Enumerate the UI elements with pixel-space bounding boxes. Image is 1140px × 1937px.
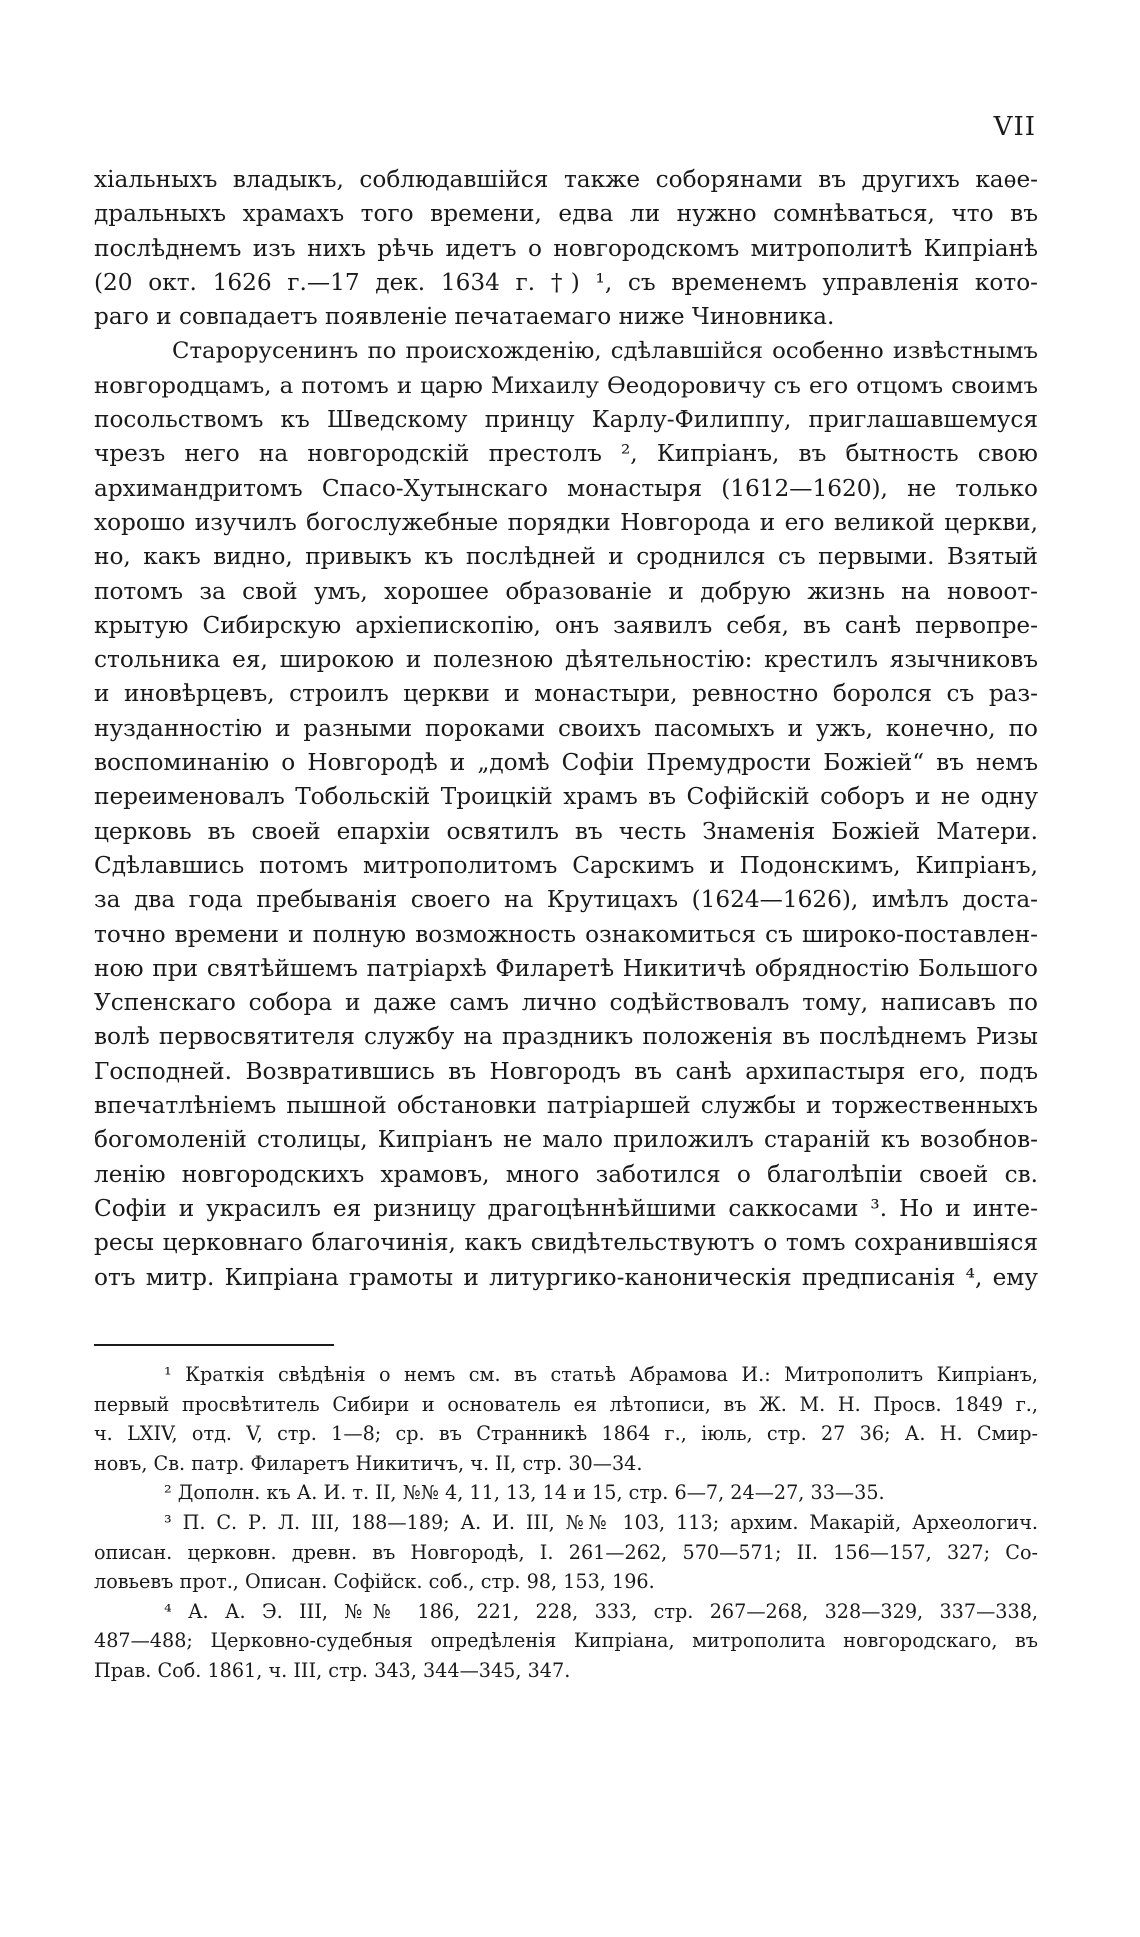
- text-line: крытую Сибирскую архіепископію, онъ заявилъ себя, въ санѣ первопре-: [94, 611, 1038, 639]
- footnote-line: описан. церковн. древн. въ Новгородѣ, I. 261—262, 570—571; II. 156—157, 327; Со-: [94, 1540, 1038, 1564]
- text-line: новгородцамъ, а потомъ и царю Михаилу Ѳеодоровичу съ его отцомъ своимъ: [94, 372, 1038, 399]
- text-line: воспоминанію о Новгородѣ и „домѣ Софіи Премудрости Божіей“ въ немъ: [94, 749, 1038, 777]
- text-line: точно времени и полную возможность ознакомиться съ широко-поставлен-: [94, 920, 1038, 948]
- text-line: посольствомъ къ Шведскому принцу Карлу-Филиппу, приглашавшемуся: [94, 406, 1038, 434]
- text-line: за два года пребыванія своего на Крутицахъ (1624—1626), имѣлъ доста-: [94, 886, 1038, 914]
- main-text: [94, 163, 1038, 1295]
- footnote-line: ³ П. С. Р. Л. III, 188—189; А. И. III, №№ 103, 113; архим. Макарій, Археологич.: [164, 1510, 1038, 1534]
- text-line: Господней. Возвратившись въ Новгородъ въ санѣ архипастыря его, подъ: [94, 1057, 1038, 1085]
- text-line: стольника ея, широкою и полезною дѣятельностію: крестилъ язычниковъ: [94, 646, 1038, 674]
- footnote-line: ч. LXIV, отд. V, стр. 1—8; ср. въ Странникѣ 1864 г., іюль, стр. 27 36; А. Н. Смир-: [94, 1422, 1038, 1446]
- text-line: волѣ первосвятителя службу на праздникъ положенія въ послѣднемъ Ризы: [94, 1023, 1038, 1051]
- footnote-line: ⁴ А. А. Э. III, №№ 186, 221, 228, 333, стр. 267—268, 328—329, 337—338,: [164, 1599, 1038, 1623]
- text-line: Старорусенинъ по происхожденію, сдѣлавшійся особенно извѣстнымъ: [172, 338, 1038, 365]
- text-line: ресы церковнаго благочинія, какъ свидѣтельствуютъ о томъ сохранившіяся: [94, 1229, 1038, 1257]
- footnote-line: 487—488; Церковно-судебныя опредѣленія Кипріана, митрополита новгородскаго, въ: [94, 1629, 1038, 1653]
- text-line: раго и совпадаетъ появленіе печатаемаго ниже Чиновника.: [94, 303, 835, 331]
- footnote-separator: [94, 1344, 334, 1346]
- text-line: Успенскаго собора и даже самъ лично содѣйствовалъ тому, написавъ по: [94, 989, 1038, 1017]
- footnote-line: ловьевъ прот., Описан. Софійск. соб., стр. 98, 153, 196.: [94, 1570, 655, 1594]
- text-line: церковь въ своей епархіи освятилъ въ честь Знаменія Божіей Матери.: [94, 817, 1038, 845]
- footnote-line: ¹ Краткія свѣдѣнія о немъ см. въ статьѣ Абрамова И.: Митрополитъ Кипріанъ,: [164, 1363, 1038, 1386]
- text-line: хіальныхъ владыкъ, соблюдавшійся также соборянами въ другихъ каѳе-: [94, 166, 1038, 193]
- text-line: переименовалъ Тобольскій Троицкій храмъ въ Софійскій соборъ и не одну: [94, 783, 1038, 811]
- text-line: богомоленій столицы, Кипріанъ не мало приложилъ стараній къ возобнов-: [94, 1126, 1038, 1154]
- text-line: (20 окт. 1626 г.—17 дек. 1634 г. †) ¹, съ временемъ управленія кото-: [94, 268, 1038, 296]
- text-line: послѣднемъ изъ нихъ рѣчь идетъ о новгородскомъ митрополитѣ Кипріанѣ: [94, 234, 1038, 262]
- text-line: Софіи и украсилъ ея ризницу драгоцѣннѣйшими саккосами ³. Но и инте-: [94, 1194, 1038, 1222]
- text-line: ною при святѣйшемъ патріархѣ Филаретѣ Никитичѣ обрядностію Большого: [94, 954, 1038, 982]
- page-number: VII: [993, 112, 1036, 142]
- text-line: дральныхъ храмахъ того времени, едва ли нужно сомнѣваться, что въ: [94, 200, 1038, 228]
- text-line: архимандритомъ Спасо-Хутынскаго монастыря (1612—1620), не только: [94, 474, 1038, 502]
- text-line: но, какъ видно, привыкъ къ послѣдней и сроднился съ первыми. Взятый: [94, 543, 1038, 571]
- text-line: нузданностію и разными пороками своихъ пасомыхъ и ужъ, конечно, по: [94, 714, 1038, 742]
- text-line: отъ митр. Кипріана грамоты и литургико-каноническія предписанія ⁴, ему: [94, 1263, 1038, 1291]
- footnote-line: новъ, Св. патр. Филаретъ Никитичъ, ч. II, стр. 30—34.: [94, 1451, 643, 1475]
- text-line: ленію новгородскихъ храмовъ, много заботился о благолѣпіи своей св.: [94, 1160, 1038, 1188]
- text-line: впечатлѣніемъ пышной обстановки патріаршей службы и торжественныхъ: [94, 1092, 1038, 1120]
- footnote-line: первый просвѣтитель Сибири и основатель ея лѣтописи, въ Ж. М. Н. Просв. 1849 г.,: [94, 1392, 1038, 1416]
- footnote-line: Прав. Соб. 1861, ч. III, стр. 343, 344—345, 347.: [94, 1658, 571, 1682]
- footnote-line: ² Дополн. къ А. И. т. II, №№ 4, 11, 13, 14 и 15, стр. 6—7, 24—27, 33—35.: [164, 1481, 885, 1505]
- text-line: потомъ за свой умъ, хорошее образованіе и добрую жизнь на новоот-: [94, 577, 1038, 605]
- text-line: чрезъ него на новгородскій престолъ ², Кипріанъ, въ бытность свою: [94, 440, 1038, 468]
- footnotes: [94, 1360, 1038, 1686]
- text-line: и иновѣрцевъ, строилъ церкви и монастыри, ревностно боролся съ раз-: [94, 680, 1038, 708]
- text-line: хорошо изучилъ богослужебные порядки Новгорода и его великой церкви,: [94, 508, 1038, 536]
- text-line: Сдѣлавшись потомъ митрополитомъ Сарскимъ и Подонскимъ, Кипріанъ,: [94, 851, 1038, 879]
